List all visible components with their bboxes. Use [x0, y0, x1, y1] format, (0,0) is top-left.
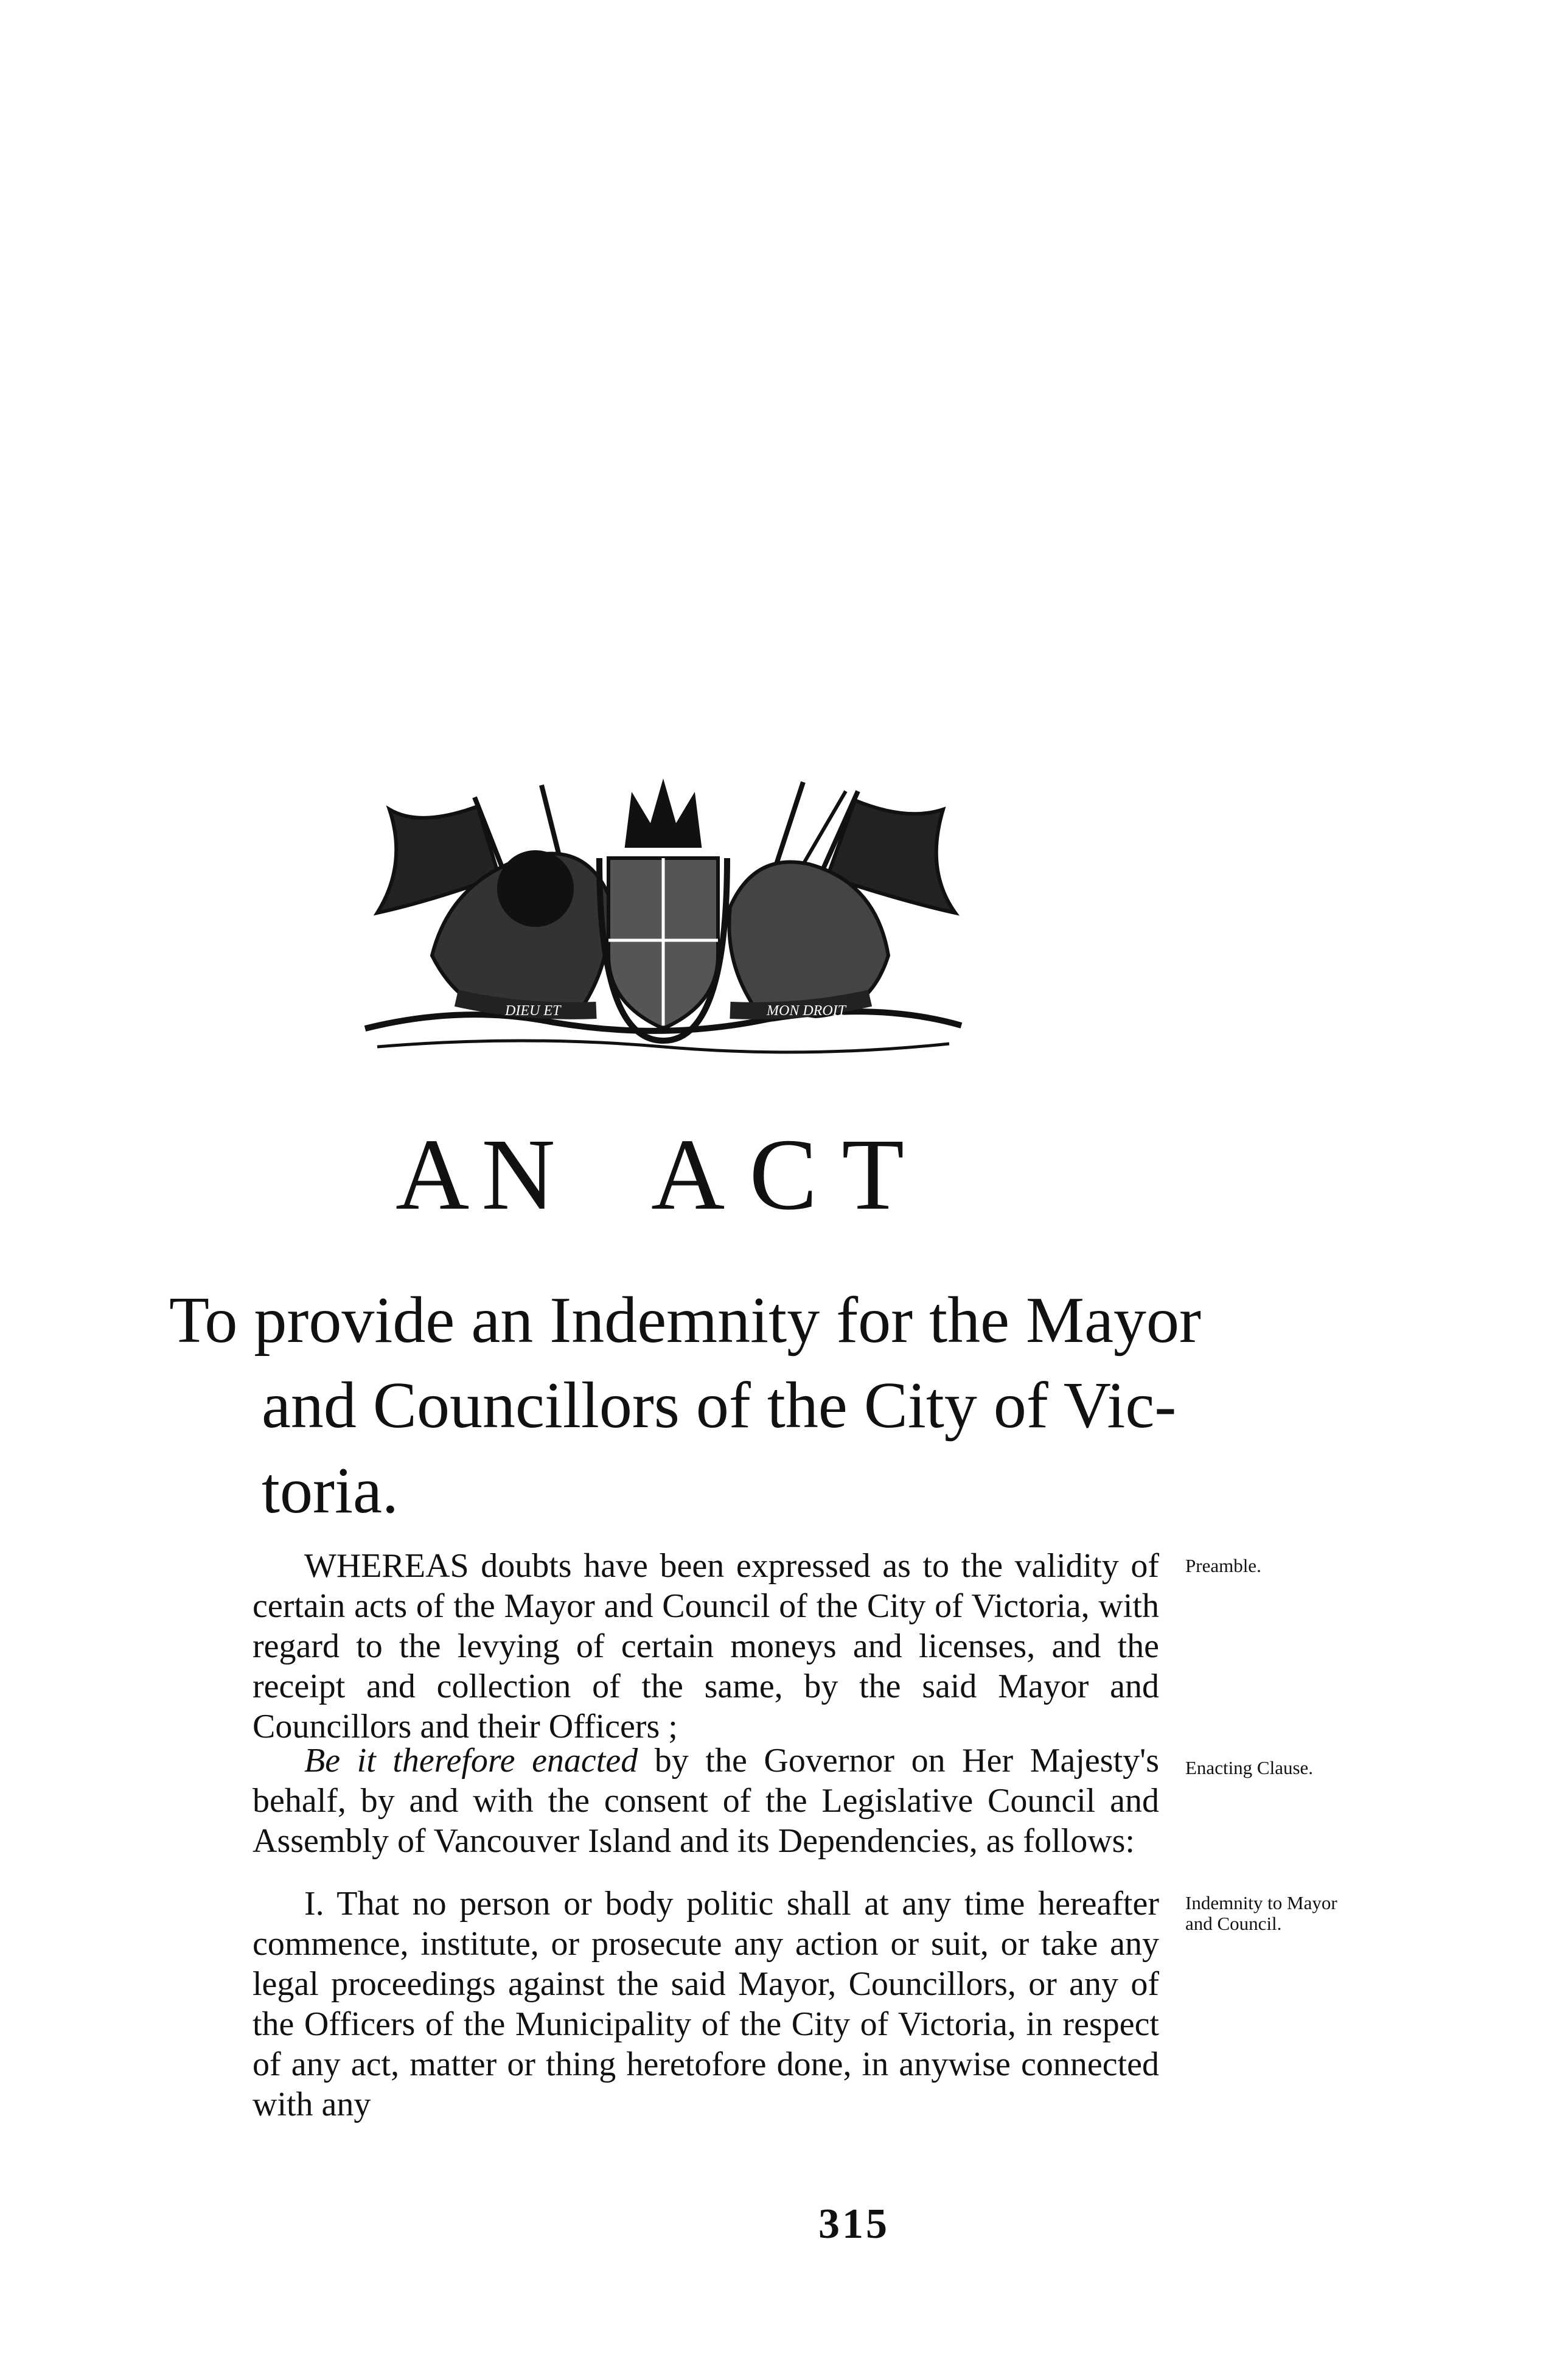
section-1-text: I. That no person or body politic shall at any time hereafter commence, institute, or prosecute any action or suit, or take any legal proceedings against the said Mayor, Councillors, or any of the Officers of the Municipality of the City of Victoria, in respect of any act, matter or thing heretofore done, in anywise connected with any [253, 1885, 1159, 2123]
page-number: 315 [818, 2201, 890, 2248]
act-heading [395, 1114, 943, 1235]
act-title-line-3: toria. [262, 1455, 399, 1527]
enacting-italic-lead: Be it therefore enacted [304, 1742, 638, 1780]
section-1-margin-note: Indemnity to Mayor and Council. [1185, 1892, 1337, 1934]
preamble-text: WHEREAS doubts have been expressed as to the validity of certain acts of the Mayor and Council of the City of Victoria, with regard to the levying of certain moneys and licenses, and the receipt and collection of the same, by the said Mayor and Councillors and their Officers ; [253, 1547, 1159, 1745]
act-heading-word-an: AN [395, 1118, 568, 1231]
enacting-margin-note: Enacting Clause. [1185, 1757, 1314, 1778]
act-title-line-2: and Councillors of the City of Vic- [262, 1369, 1177, 1442]
section-1-paragraph [253, 1884, 1159, 2125]
act-title-line-1: To provide an Indemnity for the Mayor [169, 1284, 1201, 1357]
preamble-margin-note: Preamble. [1185, 1555, 1261, 1576]
enacting-text: by the Governor on Her Majesty's behalf, by and with the consent of the Legislative Council and Assembly of Vancouver Island and its Dependencies, as follows: [253, 1742, 1160, 1860]
act-heading-word-act: ACT [651, 1118, 929, 1231]
preamble-paragraph [253, 1546, 1159, 1747]
motto-left-text: DIEU ET [505, 1003, 561, 1019]
enacting-paragraph [253, 1741, 1159, 1861]
royal-coat-of-arms-image [341, 773, 986, 1065]
motto-right-text: MON DROIT [767, 1003, 846, 1019]
